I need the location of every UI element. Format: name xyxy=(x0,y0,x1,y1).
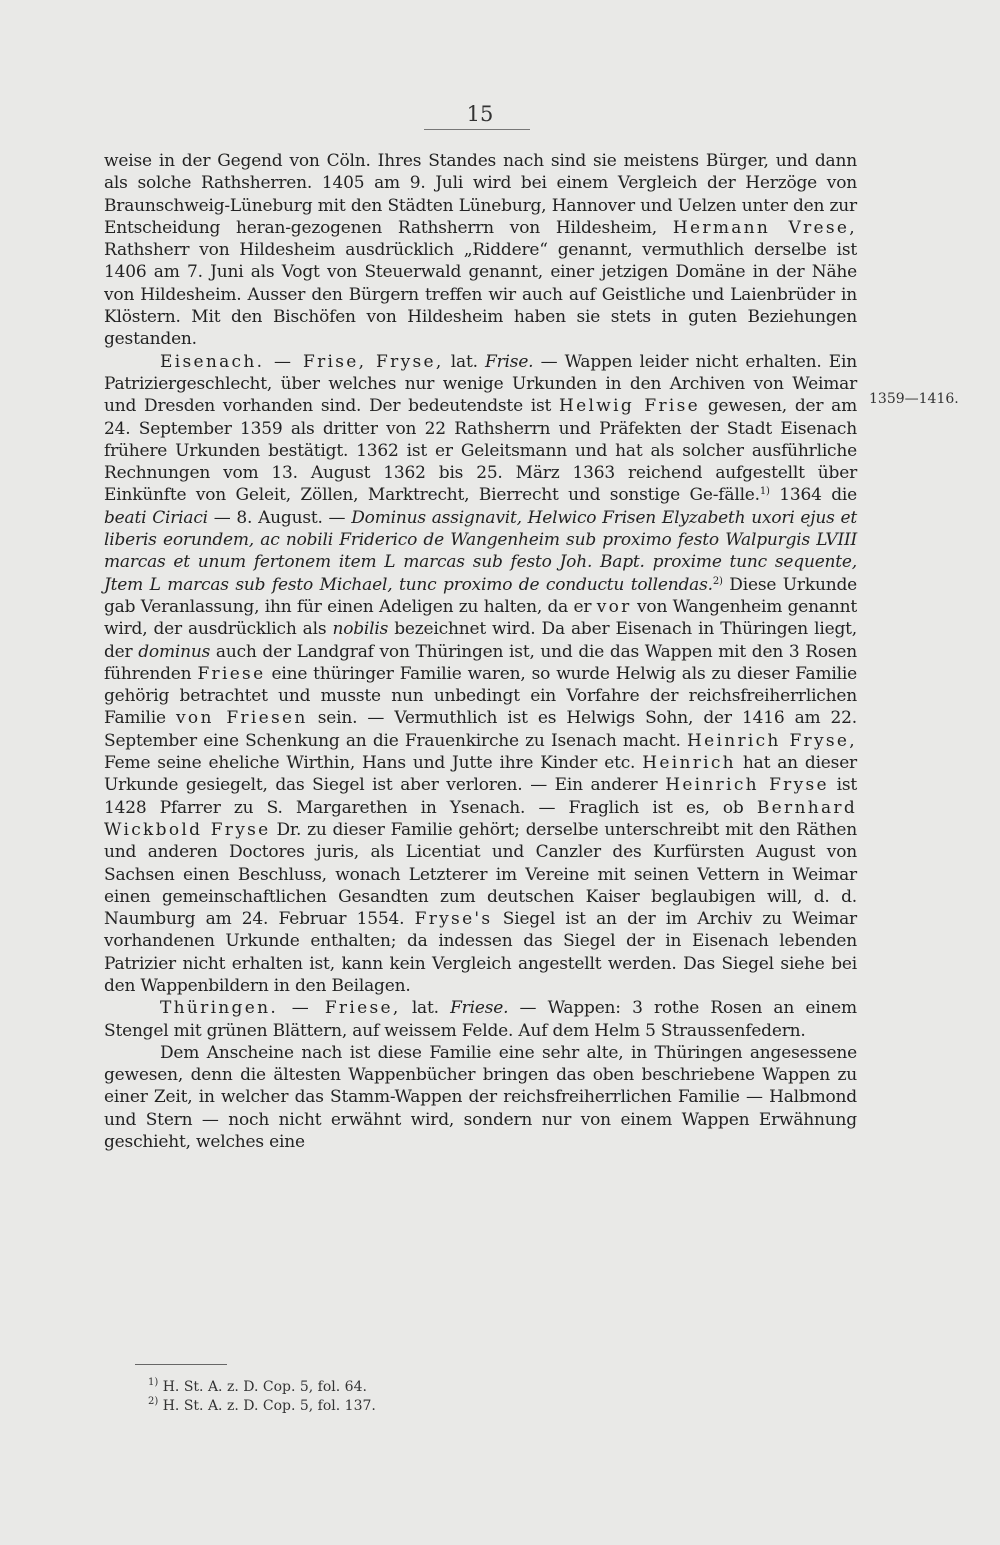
footnote-ref-1: 1) xyxy=(759,486,770,498)
person-name: Helwig Frise xyxy=(559,396,701,417)
body-text xyxy=(104,150,857,1153)
margin-note-dates: 1359—1416. xyxy=(869,391,959,407)
paragraph-1: weise in der Gegend von Cöln. Ihres Standes nach sind sie meistens Bürger, und dann als solche Rathsherren. 1405 am 9. Juli wird bei einem Vergleich der Herzöge von Braunschweig-Lüneburg mit den Städten Lüneburg, Hannover und Uelzen unter den zur Entscheidung heran-gezogenen Rathsherrn von Hildesheim, Hermann Vrese, Rathsherr von Hildesheim ausdrücklich „Riddere“ genannt, vermuthlich derselbe ist 1406 am 7. Juni als Vogt von Steuerwald genannt, einer jetzigen Domäne in der Nähe von Hildesheim. Ausser den Bürgern treffen wir auch auf Geistliche und Laienbrüder in Klöstern. Mit den Bischöfen von Hildesheim haben sie stets in guten Beziehungen gestanden. xyxy=(104,151,857,350)
latin-quotation: Dominus assignavit, Helwico Frisen Elyzabeth uxori ejus et liberis eorundem, ac nobili Friderico de Wangenheim sub proximo festo Walpurgis LVIII marcas et unum fertonem item L marcas sub festo Joh. Bapt. proxime tunc sequente, Jtem L marcas sub festo Michael, tunc proximo de conductu tollendas. xyxy=(104,507,857,595)
person-name: von Friesen xyxy=(176,708,308,729)
page-number-rule xyxy=(424,129,530,130)
footnote-1: $^{1)}$ H. St. A. z. D. Cop. 5, fol. 64. xyxy=(148,1377,367,1395)
page-number: 15 xyxy=(466,102,494,126)
section-heading-thueringen: Thüringen. — Friese, xyxy=(160,998,401,1019)
paragraph-eisenach: Eisenach. — Frise, Fryse, lat. Frise. — Wappen leider nicht erhalten. Ein Patriziergeschlecht, über welches nur wenige Urkunden in den Archiven von Weimar und Dresden vorhanden sind. Der bedeutendste ist Helwig Frise gewesen, der am 24. September 1359 als dritter von 22 Rathsherrn und Präfekten der Stadt Eisenach frühere Urkunden bestätigt. 1362 ist er Geleitsmann und hat als solcher ausführliche Rechnungen vom 13. August 1362 bis 25. März 1363 reichend aufgestellt über Einkünfte von Geleit, Zöllen, Marktrecht, Bierrecht und sonstige Ge-fälle.$^{1)}$ 1364 die beati Ciriaci — 8. August. — Dominus assignavit, Helwico Frisen Elyzabeth uxori ejus et liberis eorundem, ac nobili Friderico de Wangenheim sub proximo festo Walpurgis LVIII marcas et unum fertonem item L marcas sub festo Joh. Bapt. proxime tunc sequente, Jtem L marcas sub festo Michael, tunc proximo de conductu tollendas.$^{2)}$ Diese Urkunde gab Veranlassung, ihn für einen Adeligen zu halten, da er vor von Wangenheim genannt wird, der ausdrücklich als nobilis bezeichnet wird. Da aber Eisenach in Thüringen liegt, der dominus auch der Landgraf von Thüringen ist, und die das Wappen mit den 3 Rosen führenden Friese eine thüringer Familie waren, so wurde Helwig als zu dieser Familie gehörig betrachtet und musste nun unbedingt ein Vorfahre der reichsfreiherrlichen Familie von Friesen sein. — Vermuthlich ist es Helwigs Sohn, der 1416 am 22. September eine Schenkung an die Frauenkirche zu Isenach macht. Heinrich Fryse, Feme seine eheliche Wirthin, Hans und Jutte ihre Kinder etc. Heinrich hat an dieser Urkunde gesiegelt, das Siegel ist aber verloren. — Ein anderer Heinrich Fryse ist 1428 Pfarrer zu S. Margarethen in Ysenach. — Fraglich ist es, ob Bernhard Wickbold Fryse Dr. zu dieser Familie gehört; derselbe unterschreibt mit den Räthen und anderen Doctores juris, als Licentiat und Canzler des Kurfürsten August von Sachsen einen Beschluss, wonach Letzterer im Vereine mit seinen Vettern in Weimar einen gemeinschaftlichen Gesandten zum deutschen Kaiser beglaubigen will, d. d. Naumburg am 24. Februar 1554. Fryse's Siegel ist an der im Archiv zu Weimar vorhandenen Urkunde enthalten; da indessen das Siegel der in Eisenach lebenden Patrizier nicht erhalten ist, kann kein Vergleich angestellt werden. Das Siegel siehe bei den Wappenbildern in den Beilagen. xyxy=(104,351,857,996)
footnote-2: $^{2)}$ H. St. A. z. D. Cop. 5, fol. 137. xyxy=(148,1396,376,1414)
person-name: Heinrich Fryse xyxy=(665,775,829,796)
footnotes xyxy=(148,1378,376,1416)
person-name: Bernhard Wickbold Fryse xyxy=(104,797,857,840)
footnote-rule xyxy=(135,1364,227,1365)
person-name: Hermann Vrese, xyxy=(672,217,857,238)
person-name: Fryse's xyxy=(414,909,493,930)
footnote-ref-2: 2) xyxy=(712,575,723,587)
person-name: Heinrich Fryse, xyxy=(686,730,857,751)
person-name: Heinrich xyxy=(642,753,736,774)
person-name: Friese xyxy=(197,663,266,684)
paragraph-thueringen: Thüringen. — Friese, lat. Friese. — Wappen: 3 rothe Rosen an einem Stengel mit grünen Blättern, auf weissem Felde. Auf dem Helm 5 Straussenfedern. xyxy=(104,998,857,1041)
paragraph-4: Dem Anscheine nach ist diese Familie eine sehr alte, in Thüringen angesessene gewesen, denn die ältesten Wappenbücher bringen das oben beschriebene Wappen zu einer Zeit, in welcher das Stamm-Wappen der reichsfreiherrlichen Familie — Halbmond und Stern — noch nicht erwähnt wird, sondern nur von einem Wappen Erwähnung geschieht, welches eine xyxy=(104,1042,857,1153)
section-heading-eisenach: Eisenach. — Frise, Fryse, xyxy=(160,351,444,372)
